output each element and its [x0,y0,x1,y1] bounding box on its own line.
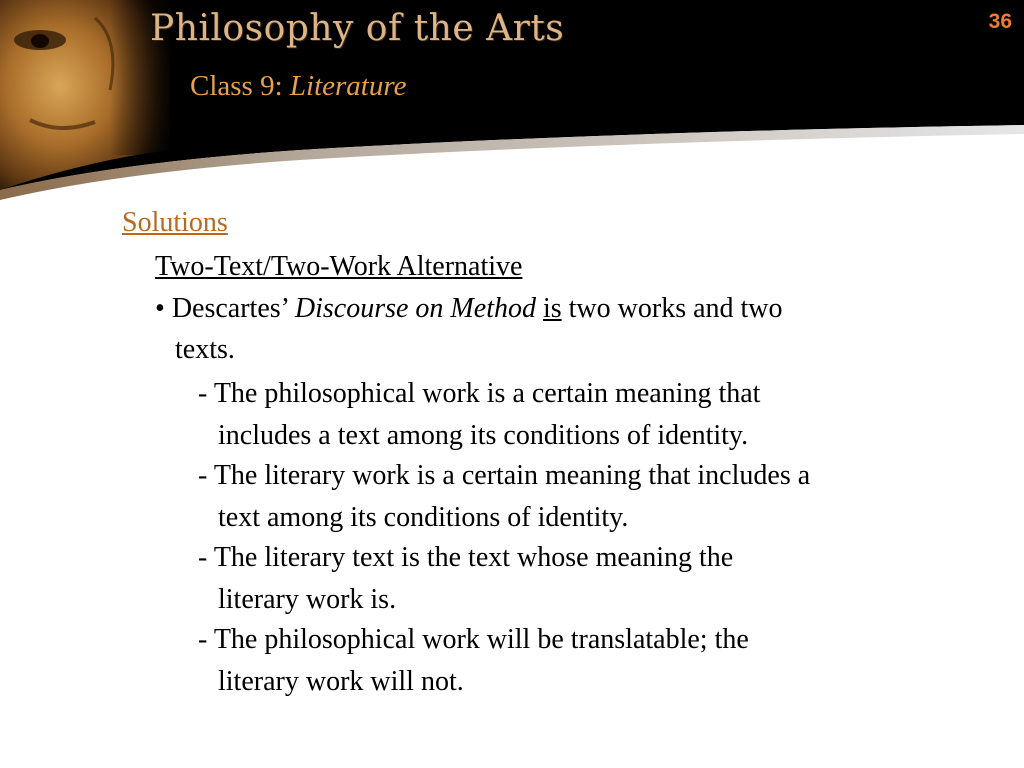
subpoint-3-line2: literary work is. [218,584,397,615]
alternative-subheading: Two-Text/Two-Work Alternative [155,251,523,282]
subtitle-prefix: Class 9: [190,70,290,102]
bullet-text-start: Descartes’ [171,293,295,324]
bullet-point-continuation: texts. [175,334,235,365]
slide-title: Philosophy of the Arts [150,8,565,49]
subpoint-1-line1: - The philosophical work is a certain meaning that [198,378,761,409]
subtitle-topic: Literature [289,70,407,102]
subpoint-2-line1: - The literary work is a certain meaning that includes a [198,460,811,491]
subpoint-1-line2: includes a text among its conditions of identity. [218,420,749,451]
subpoint-4-line1: - The philosophical work will be translatable; the [198,624,749,655]
slide-number: 36 [988,10,1012,33]
subpoint-2-line2: text among its conditions of identity. [218,502,629,533]
bullet-text-end: two works and two [561,293,783,324]
bullet-point-descartes [155,291,783,327]
bullet-marker: • [155,293,165,324]
solutions-heading: Solutions [122,207,228,238]
bullet-text-space [536,293,543,324]
subpoint-4-line2: literary work will not. [218,666,464,697]
book-title: Discourse on Method [294,293,536,324]
subpoint-3-line1: - The literary text is the text whose meaning the [198,542,734,573]
emphasis-is: is [542,293,562,324]
